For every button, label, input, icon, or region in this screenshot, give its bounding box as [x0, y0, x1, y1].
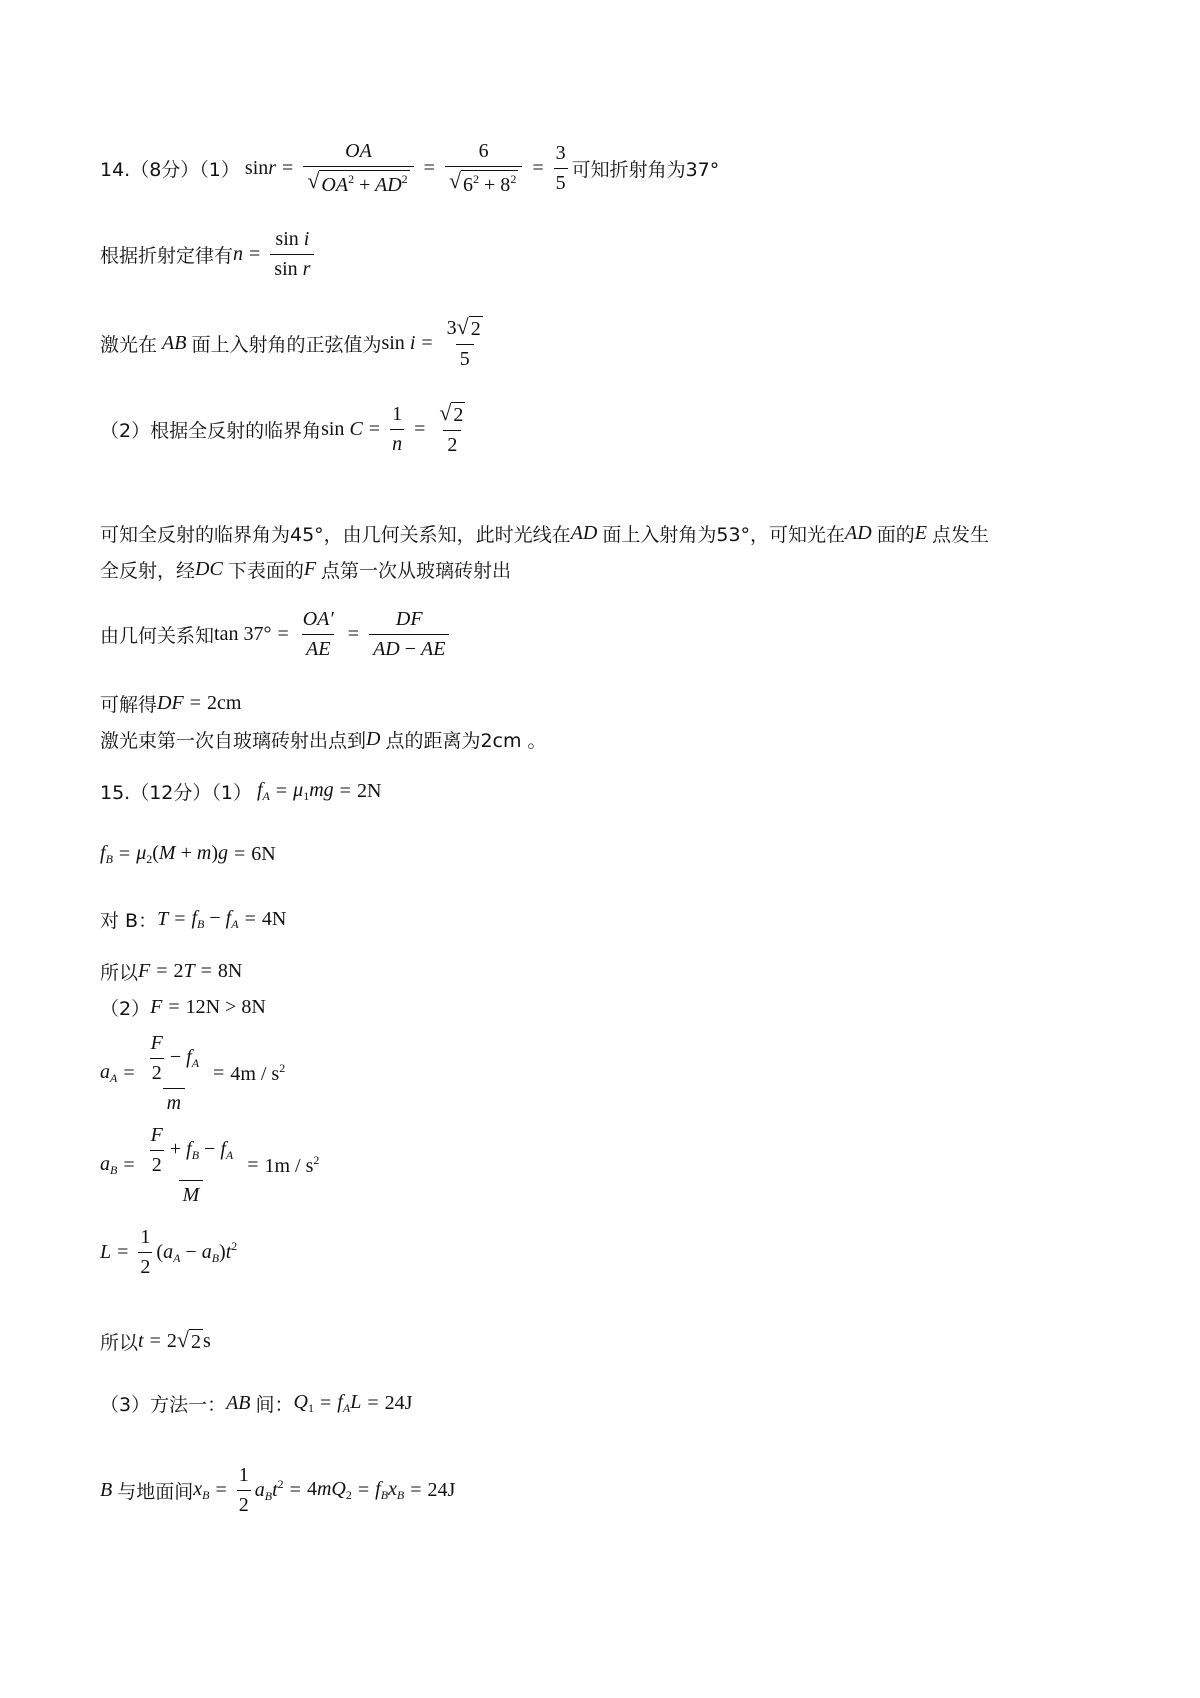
method1-text: （3）方法一：	[100, 1394, 227, 1416]
between-text: 间：	[255, 1394, 294, 1416]
fraction-oa-ae: $\frac{OA'}{AE}$	[302, 608, 334, 660]
fraction-6-10: 6 √ $6^2 + 8^2$	[445, 140, 522, 197]
q14-line-9: 激光束第一次自玻璃砖射出点到 D 点的距离为2cm 。	[100, 728, 547, 752]
part2-label: （2）	[100, 998, 151, 1020]
solve-text: 可解得	[100, 694, 158, 716]
q15-accel-b: $a_B$ = $\frac{F}{2}$ + $f_B - f_A$ M = $1m / s^2$	[100, 1124, 320, 1206]
q15-accel-a: $a_A$ = $\frac{F}{2}$ − $f_A$ m = $4m / s^2$	[100, 1032, 286, 1114]
fraction-3-5: $\frac{3}{5}$	[555, 142, 566, 194]
text-9a: 激光束第一次自玻璃砖射出点到	[100, 730, 367, 752]
q15-line-4: 所以 F = 2T = 8N	[100, 960, 243, 984]
text-5d: 点发生	[931, 524, 989, 546]
fraction-1-n: $\frac{1}{n}$	[392, 403, 403, 455]
text-9b: 点的距离为2cm 。	[385, 730, 547, 752]
q15-line-1: 15.（12分）（1） $f_A$ = $\mu_1mg$ = 2N	[100, 779, 382, 804]
q14-line-1: 14.（8分）（1） sinr = OA √ $OA^2 + AD^2$ = 6 √ $6^2 + 8^2$ = $\frac{3}{5}$ 可知折射角为37°	[100, 140, 720, 196]
critical-angle-text: （2）根据全反射的临界角	[100, 420, 322, 442]
q14-label: 14.（8分）（1）	[100, 159, 240, 181]
q15-length: L = $\frac{1}{2}$ $(a_A - a_B)t^2$	[100, 1226, 238, 1278]
text-5c: 面的	[876, 524, 915, 546]
so-text: 所以	[100, 962, 139, 984]
q15-line-2: $f_B$ = $\mu_2(M + m)g$ = 6N	[100, 842, 276, 866]
text-6a: 全反射，经	[100, 560, 196, 582]
text-6c: 点第一次从玻璃砖射出	[321, 560, 512, 582]
q14-line-6: 全反射，经 DC 下表面的 F 点第一次从玻璃砖射出	[100, 558, 512, 582]
text-5b: 面上入射角为53°，可知光在	[602, 524, 846, 546]
fraction-oa: OA √ $OA^2 + AD^2$	[303, 140, 413, 197]
incident-sine-text: 面上入射角的正弦值为	[191, 334, 382, 356]
q15-heat-q1: （3）方法一： AB 间： $Q_1$ = $f_AL$ = 24J	[100, 1391, 413, 1416]
text-6b: 下表面的	[227, 560, 304, 582]
ground-text: 与地面间	[117, 1481, 194, 1503]
so-t-text: 所以	[100, 1332, 139, 1354]
fraction-3sqrt2-5: 3 √ 2 5	[446, 314, 481, 370]
laser-text: 激光在	[100, 334, 158, 356]
q15-line-3: 对 B： T = $f_B - f_A$ = 4N	[100, 907, 287, 932]
q15-label: 15.（12分）（1）	[100, 782, 252, 804]
q14-line-2: 根据折射定律有 n = $\frac{\text{sin i}}{\text{sin r}}$	[100, 228, 318, 281]
text-5a: 可知全反射的临界角为45°，由几何关系知，此时光线在	[100, 524, 571, 546]
fraction-sqrt2-2: √ 2 2	[439, 400, 464, 456]
snell-law-text: 根据折射定律有	[100, 245, 234, 267]
fraction-sini-sinr: $\frac{\text{sin i}}{\text{sin r}}$	[270, 228, 314, 281]
fraction-aa: $\frac{F}{2}$ − $f_A$ m	[150, 1032, 200, 1114]
fraction-half-2: $\frac{1}{2}$	[238, 1464, 249, 1516]
fraction-df: $\frac{DF}{AD - AE}$	[369, 608, 449, 661]
for-b-text: 对 B：	[100, 910, 158, 932]
fraction-ab: $\frac{F}{2}$ + $f_B - f_A$ M	[150, 1124, 234, 1206]
q14-line-4: （2）根据全反射的临界角 sin C = $\frac{1}{n}$ = √ 2 2	[100, 402, 473, 457]
q15-heat-q2: B 与地面间 $x_B$ = $\frac{1}{2}$ $a_Bt^2$ = $4mQ_2$ = $f_Bx_B$ = 24J	[100, 1464, 456, 1516]
sinr-expression: sinr	[239, 157, 277, 179]
q15-line-5: （2） F = 12N > 8N	[100, 996, 266, 1020]
q15-time: 所以 t = 2 √ 2 s	[100, 1327, 211, 1354]
q14-line-5: 可知全反射的临界角为45°，由几何关系知，此时光线在 AD 面上入射角为53°，可知光在 AD 面的 E 点发生	[100, 522, 989, 546]
geometry-text: 由几何关系知	[100, 625, 215, 647]
q14-line-3: 激光在 AB 面上入射角的正弦值为 sin i = 3 √ 2 5	[100, 316, 491, 371]
q14-line-7: 由几何关系知 tan 37° = $\frac{OA'}{AE}$ = $\frac{DF}{AD - AE}$	[100, 608, 453, 661]
fraction-half: $\frac{1}{2}$	[140, 1226, 151, 1278]
refraction-angle-text: 可知折射角为37°	[571, 159, 720, 181]
q14-line-8: 可解得 DF = 2cm	[100, 692, 242, 716]
